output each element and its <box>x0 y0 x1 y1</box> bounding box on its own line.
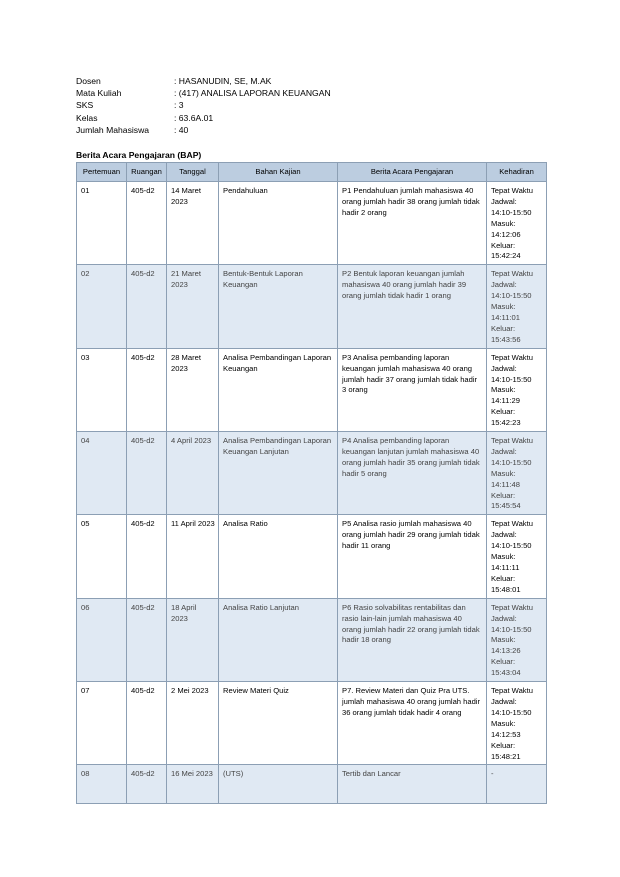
kehadiran-line: Masuk: <box>491 385 516 395</box>
info-label: Dosen <box>76 76 101 86</box>
bap-table <box>76 162 547 804</box>
header-ruangan: Ruangan <box>127 163 167 182</box>
info-label: Jumlah Mahasiswa <box>76 124 150 135</box>
kehadiran-line: Keluar: <box>491 323 516 333</box>
kehadiran-line: 15:42:24 <box>491 251 521 261</box>
kehadiran-line: 14:13:26 <box>491 646 521 656</box>
kehadiran-line: 14:10-15:50 <box>491 624 532 634</box>
cell-ruangan: 405-d2 <box>127 765 167 804</box>
kehadiran-line: 14:12:06 <box>491 229 521 239</box>
kehadiran-line: 14:10-15:50 <box>491 707 532 717</box>
kehadiran-line: 14:10-15:50 <box>491 207 532 217</box>
kehadiran-line: Tepat Waktu <box>491 602 533 612</box>
kehadiran-line: 14:12:53 <box>491 729 521 739</box>
cell-kehadiran <box>487 682 547 765</box>
cell-pertemuan: 04 <box>77 432 127 515</box>
kehadiran-line: Tepat Waktu <box>491 519 533 529</box>
cell-berita-acara: Tertib dan Lancar <box>338 765 487 804</box>
kehadiran-line: 15:42:23 <box>491 418 521 428</box>
kehadiran-line: Tepat Waktu <box>491 269 533 279</box>
info-row <box>76 99 331 111</box>
kehadiran-line: Masuk: <box>491 302 516 312</box>
info-value: : 40 <box>174 124 189 135</box>
info-value: : (417) ANALISA LAPORAN KEUANGAN <box>174 88 331 99</box>
cell-kehadiran <box>487 182 547 265</box>
kehadiran-line: 14:10-15:50 <box>491 541 532 551</box>
cell-ruangan: 405-d2 <box>127 515 167 598</box>
cell-berita-acara: P7. Review Materi dan Quiz Pra UTS. jumlah mahasiswa 40 orang jumlah hadir 36 orang jumlah tidak hadir 4 orang <box>338 682 487 765</box>
kehadiran-line: 14:10-15:50 <box>491 291 532 301</box>
table-row <box>77 515 547 598</box>
cell-pertemuan: 07 <box>77 682 127 765</box>
cell-tanggal: 14 Maret 2023 <box>167 182 219 265</box>
cell-bahan-kajian: Bentuk-Bentuk Laporan Keuangan <box>219 265 338 348</box>
table-row <box>77 598 547 681</box>
kehadiran-line: Jadwal: <box>491 363 517 373</box>
cell-tanggal: 2 Mei 2023 <box>167 682 219 765</box>
cell-bahan-kajian: Pendahuluan <box>219 182 338 265</box>
table-row <box>77 265 547 348</box>
info-row <box>76 112 331 124</box>
cell-pertemuan: 02 <box>77 265 127 348</box>
kehadiran-line: Keluar: <box>491 407 516 417</box>
cell-ruangan: 405-d2 <box>127 682 167 765</box>
kehadiran-line: 15:43:04 <box>491 668 521 678</box>
kehadiran-line: 14:11:11 <box>491 563 520 572</box>
info-row <box>76 75 331 87</box>
cell-pertemuan: 01 <box>77 182 127 265</box>
kehadiran-line: 14:11:48 <box>491 479 520 489</box>
cell-bahan-kajian: (UTS) <box>219 765 338 804</box>
header-bahan-kajian: Bahan Kajian <box>219 163 338 182</box>
info-value: : HASANUDIN, SE, M.AK <box>174 76 272 86</box>
cell-kehadiran <box>487 598 547 681</box>
info-value: : 3 <box>174 100 184 111</box>
course-info <box>76 75 331 136</box>
header-berita-acara: Berita Acara Pengajaran <box>338 163 487 182</box>
table-row <box>77 348 547 431</box>
cell-berita-acara: P5 Analisa rasio jumlah mahasiswa 40 orang jumlah hadir 29 orang jumlah tidak hadir 11 orang <box>338 515 487 598</box>
cell-berita-acara: P4 Analisa pembanding laporan keuangan lanjutan jumlah mahasiswa 40 orang jumlah hadir 35 orang jumlah tidak hadir 5 orang <box>338 432 487 515</box>
kehadiran-line: Jadwal: <box>491 280 517 290</box>
kehadiran-line: Masuk: <box>491 635 516 645</box>
cell-kehadiran <box>487 432 547 515</box>
kehadiran-line: Keluar: <box>491 573 516 583</box>
cell-tanggal: 28 Maret 2023 <box>167 348 219 431</box>
kehadiran-line: Keluar: <box>491 240 516 250</box>
cell-pertemuan: 03 <box>77 348 127 431</box>
cell-kehadiran <box>487 265 547 348</box>
table-header-row <box>77 163 547 182</box>
kehadiran-line: Masuk: <box>491 718 516 728</box>
cell-tanggal: 4 April 2023 <box>167 432 219 515</box>
kehadiran-line: Masuk: <box>491 468 516 478</box>
cell-tanggal: 21 Maret 2023 <box>167 265 219 348</box>
kehadiran-line: Jadwal: <box>491 446 517 456</box>
table-row <box>77 182 547 265</box>
kehadiran-line: Keluar: <box>491 740 516 750</box>
cell-tanggal: 11 April 2023 <box>167 515 219 598</box>
cell-pertemuan: 05 <box>77 515 127 598</box>
kehadiran-line: Tepat Waktu <box>491 436 533 446</box>
cell-pertemuan: 06 <box>77 598 127 681</box>
cell-tanggal: 16 Mei 2023 <box>167 765 219 804</box>
kehadiran-line: 15:48:21 <box>491 751 521 761</box>
cell-berita-acara: P6 Rasio solvabilitas rentabilitas dan rasio lain-lain jumlah mahasiswa 40 orang jumlah hadir 22 orang jumlah tidak hadir 18 orang <box>338 598 487 681</box>
cell-ruangan: 405-d2 <box>127 432 167 515</box>
kehadiran-line: Keluar: <box>491 657 516 667</box>
kehadiran-line: 15:48:01 <box>491 584 521 594</box>
cell-berita-acara: P3 Analisa pembanding laporan keuangan jumlah mahasiswa 40 orang jumlah hadir 37 orang jumlah tidak hadir 3 orang <box>338 348 487 431</box>
kehadiran-line: Masuk: <box>491 552 516 562</box>
kehadiran-line: Jadwal: <box>491 196 517 206</box>
cell-kehadiran <box>487 515 547 598</box>
kehadiran-line: Jadwal: <box>491 530 517 540</box>
info-row <box>76 87 331 99</box>
info-label: Kelas <box>76 112 98 123</box>
kehadiran-line: 14:11:01 <box>491 312 520 322</box>
kehadiran-line: 14:10-15:50 <box>491 457 532 467</box>
table-row <box>77 765 547 804</box>
kehadiran-line: Keluar: <box>491 490 516 500</box>
cell-berita-acara: P2 Bentuk laporan keuangan jumlah mahasiswa 40 orang jumlah hadir 39 orang jumlah tidak hadir 1 orang <box>338 265 487 348</box>
table-row <box>77 682 547 765</box>
cell-pertemuan: 08 <box>77 765 127 804</box>
kehadiran-line: 14:11:29 <box>491 396 520 406</box>
kehadiran-line: 15:43:56 <box>491 334 521 344</box>
kehadiran-line: Tepat Waktu <box>491 686 533 696</box>
header-pertemuan: Pertemuan <box>77 163 127 182</box>
cell-ruangan: 405-d2 <box>127 598 167 681</box>
cell-bahan-kajian: Analisa Pembandingan Laporan Keuangan <box>219 348 338 431</box>
cell-ruangan: 405-d2 <box>127 182 167 265</box>
info-row <box>76 124 331 136</box>
kehadiran-line: 15:45:54 <box>491 501 521 511</box>
cell-bahan-kajian: Review Materi Quiz <box>219 682 338 765</box>
info-label: SKS <box>76 100 94 111</box>
header-kehadiran: Kehadiran <box>487 163 547 182</box>
kehadiran-line: Jadwal: <box>491 613 517 623</box>
kehadiran-line: Tepat Waktu <box>491 186 533 195</box>
cell-bahan-kajian: Analisa Ratio Lanjutan <box>219 598 338 681</box>
info-label: Mata Kuliah <box>76 88 122 99</box>
cell-bahan-kajian: Analisa Pembandingan Laporan Keuangan Lanjutan <box>219 432 338 515</box>
cell-ruangan: 405-d2 <box>127 348 167 431</box>
cell-kehadiran <box>487 765 547 804</box>
kehadiran-line: 14:10-15:50 <box>491 374 532 384</box>
kehadiran-line: Masuk: <box>491 218 516 228</box>
info-value: : 63.6A.01 <box>174 112 214 123</box>
cell-kehadiran <box>487 348 547 431</box>
header-tanggal: Tanggal <box>167 163 219 182</box>
cell-berita-acara: P1 Pendahuluan jumlah mahasiswa 40 orang jumlah hadir 38 orang jumlah tidak hadir 2 orang <box>338 182 487 265</box>
cell-tanggal: 18 April 2023 <box>167 598 219 681</box>
cell-ruangan: 405-d2 <box>127 265 167 348</box>
kehadiran-line: - <box>491 769 494 779</box>
kehadiran-line: Tepat Waktu <box>491 352 533 362</box>
kehadiran-line: Jadwal: <box>491 696 517 706</box>
cell-bahan-kajian: Analisa Ratio <box>219 515 338 598</box>
section-title: Berita Acara Pengajaran (BAP) <box>76 150 202 160</box>
table-row <box>77 432 547 515</box>
